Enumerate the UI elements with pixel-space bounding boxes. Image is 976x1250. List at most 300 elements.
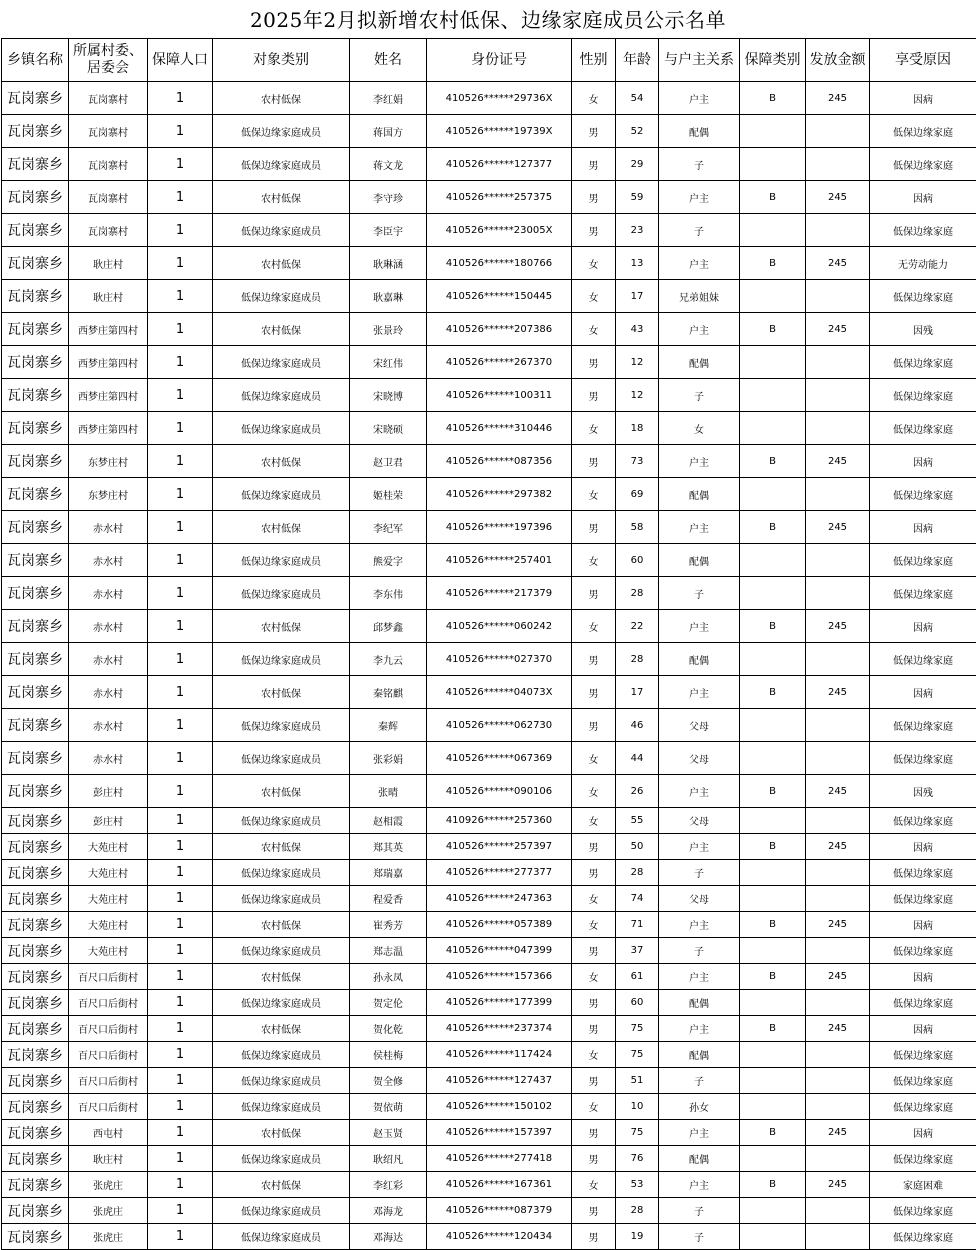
table-row bbox=[2, 676, 976, 709]
cell-reason: 因残 bbox=[870, 775, 976, 808]
cell-guarantee-type bbox=[740, 742, 806, 775]
cell-guarantee-type bbox=[740, 379, 806, 412]
cell-covered-population: 1 bbox=[148, 938, 213, 964]
cell-amount: 245 bbox=[806, 181, 870, 214]
cell-guarantee-type bbox=[740, 709, 806, 742]
table-row bbox=[2, 1198, 976, 1224]
cell-name: 郑其英 bbox=[350, 834, 427, 860]
cell-age: 76 bbox=[616, 1146, 659, 1172]
cell-town: 瓦岗寨乡 bbox=[2, 445, 69, 478]
cell-covered-population: 1 bbox=[148, 577, 213, 610]
cell-village: 赤水村 bbox=[69, 577, 148, 610]
cell-reason: 低保边缘家庭 bbox=[870, 148, 976, 181]
cell-relation: 户主 bbox=[659, 82, 740, 115]
table-row bbox=[2, 412, 976, 445]
cell-reason: 低保边缘家庭 bbox=[870, 1224, 976, 1250]
cell-name: 邓海龙 bbox=[350, 1198, 427, 1224]
cell-village: 百尺口后街村 bbox=[69, 990, 148, 1016]
cell-town: 瓦岗寨乡 bbox=[2, 860, 69, 886]
cell-category: 低保边缘家庭成员 bbox=[213, 1224, 350, 1250]
cell-covered-population: 1 bbox=[148, 1198, 213, 1224]
cell-gender: 男 bbox=[572, 148, 616, 181]
cell-age: 46 bbox=[616, 709, 659, 742]
cell-id-number: 410526******027370 bbox=[427, 643, 572, 676]
cell-gender: 男 bbox=[572, 1016, 616, 1042]
table-row bbox=[2, 544, 976, 577]
cell-guarantee-type bbox=[740, 478, 806, 511]
cell-category: 低保边缘家庭成员 bbox=[213, 1094, 350, 1120]
cell-name: 赵相霞 bbox=[350, 808, 427, 834]
cell-town: 瓦岗寨乡 bbox=[2, 181, 69, 214]
table-row bbox=[2, 912, 976, 938]
table-row bbox=[2, 115, 976, 148]
cell-reason: 低保边缘家庭 bbox=[870, 280, 976, 313]
cell-category: 农村低保 bbox=[213, 313, 350, 346]
cell-category: 农村低保 bbox=[213, 511, 350, 544]
cell-name: 李守珍 bbox=[350, 181, 427, 214]
cell-gender: 女 bbox=[572, 610, 616, 643]
cell-name: 贺定伦 bbox=[350, 990, 427, 1016]
cell-guarantee-type bbox=[740, 1198, 806, 1224]
header-guarantee-type: 保障类别 bbox=[740, 39, 806, 82]
header-reason: 享受原因 bbox=[870, 39, 976, 82]
cell-name: 蒋国方 bbox=[350, 115, 427, 148]
cell-relation: 户主 bbox=[659, 181, 740, 214]
cell-name: 邱梦鑫 bbox=[350, 610, 427, 643]
cell-reason: 低保边缘家庭 bbox=[870, 1198, 976, 1224]
cell-amount: 245 bbox=[806, 445, 870, 478]
cell-name: 宋晓博 bbox=[350, 379, 427, 412]
cell-reason: 因病 bbox=[870, 610, 976, 643]
cell-guarantee-type: B bbox=[740, 912, 806, 938]
cell-id-number: 410526******247363 bbox=[427, 886, 572, 912]
cell-town: 瓦岗寨乡 bbox=[2, 280, 69, 313]
cell-town: 瓦岗寨乡 bbox=[2, 148, 69, 181]
cell-age: 12 bbox=[616, 346, 659, 379]
cell-covered-population: 1 bbox=[148, 412, 213, 445]
header-amount: 发放金额 bbox=[806, 39, 870, 82]
cell-town: 瓦岗寨乡 bbox=[2, 610, 69, 643]
table-row bbox=[2, 742, 976, 775]
cell-amount bbox=[806, 1146, 870, 1172]
cell-reason: 因病 bbox=[870, 676, 976, 709]
cell-gender: 女 bbox=[572, 247, 616, 280]
cell-amount bbox=[806, 115, 870, 148]
header-id-number: 身份证号 bbox=[427, 39, 572, 82]
cell-town: 瓦岗寨乡 bbox=[2, 313, 69, 346]
cell-reason: 低保边缘家庭 bbox=[870, 478, 976, 511]
cell-category: 农村低保 bbox=[213, 912, 350, 938]
cell-id-number: 410526******29736X bbox=[427, 82, 572, 115]
cell-age: 44 bbox=[616, 742, 659, 775]
cell-reason: 家庭困难 bbox=[870, 1172, 976, 1198]
cell-id-number: 410526******060242 bbox=[427, 610, 572, 643]
cell-guarantee-type bbox=[740, 990, 806, 1016]
cell-amount: 245 bbox=[806, 1016, 870, 1042]
table-row bbox=[2, 886, 976, 912]
cell-town: 瓦岗寨乡 bbox=[2, 1146, 69, 1172]
header-covered-population: 保障人口 bbox=[148, 39, 213, 82]
cell-relation: 子 bbox=[659, 148, 740, 181]
cell-covered-population: 1 bbox=[148, 1042, 213, 1068]
cell-gender: 男 bbox=[572, 1068, 616, 1094]
cell-amount: 245 bbox=[806, 775, 870, 808]
cell-id-number: 410526******047399 bbox=[427, 938, 572, 964]
cell-guarantee-type bbox=[740, 808, 806, 834]
cell-amount: 245 bbox=[806, 834, 870, 860]
cell-amount bbox=[806, 1198, 870, 1224]
cell-village: 西梦庄第四村 bbox=[69, 313, 148, 346]
cell-town: 瓦岗寨乡 bbox=[2, 1172, 69, 1198]
cell-amount bbox=[806, 886, 870, 912]
cell-amount: 245 bbox=[806, 1120, 870, 1146]
cell-town: 瓦岗寨乡 bbox=[2, 938, 69, 964]
cell-gender: 女 bbox=[572, 280, 616, 313]
cell-age: 61 bbox=[616, 964, 659, 990]
cell-category: 低保边缘家庭成员 bbox=[213, 577, 350, 610]
cell-id-number: 410526******100311 bbox=[427, 379, 572, 412]
cell-town: 瓦岗寨乡 bbox=[2, 1094, 69, 1120]
cell-covered-population: 1 bbox=[148, 511, 213, 544]
cell-category: 低保边缘家庭成员 bbox=[213, 709, 350, 742]
cell-village: 西屯村 bbox=[69, 1120, 148, 1146]
cell-age: 75 bbox=[616, 1016, 659, 1042]
cell-id-number: 410526******297382 bbox=[427, 478, 572, 511]
table-row bbox=[2, 1120, 976, 1146]
cell-gender: 女 bbox=[572, 1042, 616, 1068]
cell-relation: 女 bbox=[659, 412, 740, 445]
cell-category: 农村低保 bbox=[213, 610, 350, 643]
cell-relation: 户主 bbox=[659, 511, 740, 544]
cell-covered-population: 1 bbox=[148, 808, 213, 834]
cell-village: 耿庄村 bbox=[69, 280, 148, 313]
cell-village: 赤水村 bbox=[69, 709, 148, 742]
cell-reason: 低保边缘家庭 bbox=[870, 1042, 976, 1068]
cell-age: 43 bbox=[616, 313, 659, 346]
cell-village: 耿庄村 bbox=[69, 1146, 148, 1172]
cell-id-number: 410526******237374 bbox=[427, 1016, 572, 1042]
table-row bbox=[2, 1146, 976, 1172]
cell-category: 农村低保 bbox=[213, 1172, 350, 1198]
cell-guarantee-type: B bbox=[740, 181, 806, 214]
cell-covered-population: 1 bbox=[148, 280, 213, 313]
header-town: 乡镇名称 bbox=[2, 39, 69, 82]
cell-gender: 男 bbox=[572, 379, 616, 412]
header-name: 姓名 bbox=[350, 39, 427, 82]
cell-category: 农村低保 bbox=[213, 445, 350, 478]
cell-id-number: 410526******120434 bbox=[427, 1224, 572, 1250]
cell-relation: 孙女 bbox=[659, 1094, 740, 1120]
table-row bbox=[2, 148, 976, 181]
cell-id-number: 410526******177399 bbox=[427, 990, 572, 1016]
cell-name: 耿绍凡 bbox=[350, 1146, 427, 1172]
cell-reason: 因病 bbox=[870, 834, 976, 860]
cell-relation: 户主 bbox=[659, 775, 740, 808]
cell-id-number: 410526******257397 bbox=[427, 834, 572, 860]
cell-category: 低保边缘家庭成员 bbox=[213, 643, 350, 676]
cell-town: 瓦岗寨乡 bbox=[2, 912, 69, 938]
cell-name: 秦铭麒 bbox=[350, 676, 427, 709]
cell-relation: 户主 bbox=[659, 1016, 740, 1042]
table-row bbox=[2, 214, 976, 247]
cell-age: 59 bbox=[616, 181, 659, 214]
cell-village: 赤水村 bbox=[69, 742, 148, 775]
cell-town: 瓦岗寨乡 bbox=[2, 544, 69, 577]
cell-covered-population: 1 bbox=[148, 313, 213, 346]
cell-id-number: 410526******157397 bbox=[427, 1120, 572, 1146]
cell-gender: 男 bbox=[572, 860, 616, 886]
cell-name: 崔秀芳 bbox=[350, 912, 427, 938]
cell-reason: 低保边缘家庭 bbox=[870, 990, 976, 1016]
cell-covered-population: 1 bbox=[148, 544, 213, 577]
cell-id-number: 410526******062730 bbox=[427, 709, 572, 742]
cell-id-number: 410526******257401 bbox=[427, 544, 572, 577]
cell-amount: 245 bbox=[806, 912, 870, 938]
cell-reason: 因病 bbox=[870, 1120, 976, 1146]
cell-gender: 男 bbox=[572, 1198, 616, 1224]
cell-id-number: 410526******057389 bbox=[427, 912, 572, 938]
cell-covered-population: 1 bbox=[148, 610, 213, 643]
cell-village: 西梦庄第四村 bbox=[69, 412, 148, 445]
cell-category: 低保边缘家庭成员 bbox=[213, 478, 350, 511]
cell-age: 26 bbox=[616, 775, 659, 808]
cell-name: 张景玲 bbox=[350, 313, 427, 346]
cell-covered-population: 1 bbox=[148, 1016, 213, 1042]
cell-category: 低保边缘家庭成员 bbox=[213, 1042, 350, 1068]
cell-guarantee-type bbox=[740, 280, 806, 313]
cell-name: 贺全修 bbox=[350, 1068, 427, 1094]
cell-id-number: 410526******127377 bbox=[427, 148, 572, 181]
cell-covered-population: 1 bbox=[148, 1120, 213, 1146]
cell-guarantee-type bbox=[740, 1068, 806, 1094]
cell-town: 瓦岗寨乡 bbox=[2, 214, 69, 247]
cell-age: 19 bbox=[616, 1224, 659, 1250]
cell-guarantee-type bbox=[740, 860, 806, 886]
cell-age: 17 bbox=[616, 280, 659, 313]
cell-category: 农村低保 bbox=[213, 181, 350, 214]
cell-reason: 低保边缘家庭 bbox=[870, 886, 976, 912]
table-row bbox=[2, 808, 976, 834]
cell-age: 73 bbox=[616, 445, 659, 478]
cell-age: 23 bbox=[616, 214, 659, 247]
cell-town: 瓦岗寨乡 bbox=[2, 1224, 69, 1250]
cell-reason: 低保边缘家庭 bbox=[870, 742, 976, 775]
cell-town: 瓦岗寨乡 bbox=[2, 886, 69, 912]
cell-town: 瓦岗寨乡 bbox=[2, 379, 69, 412]
cell-covered-population: 1 bbox=[148, 478, 213, 511]
table-row bbox=[2, 1068, 976, 1094]
cell-age: 12 bbox=[616, 379, 659, 412]
cell-town: 瓦岗寨乡 bbox=[2, 82, 69, 115]
cell-town: 瓦岗寨乡 bbox=[2, 834, 69, 860]
cell-age: 17 bbox=[616, 676, 659, 709]
cell-guarantee-type: B bbox=[740, 964, 806, 990]
cell-gender: 女 bbox=[572, 412, 616, 445]
cell-gender: 男 bbox=[572, 115, 616, 148]
cell-reason: 低保边缘家庭 bbox=[870, 938, 976, 964]
cell-covered-population: 1 bbox=[148, 181, 213, 214]
cell-covered-population: 1 bbox=[148, 1172, 213, 1198]
cell-village: 百尺口后街村 bbox=[69, 964, 148, 990]
cell-reason: 低保边缘家庭 bbox=[870, 544, 976, 577]
cell-village: 大苑庄村 bbox=[69, 860, 148, 886]
cell-age: 37 bbox=[616, 938, 659, 964]
table-row bbox=[2, 1094, 976, 1120]
cell-category: 低保边缘家庭成员 bbox=[213, 412, 350, 445]
cell-relation: 父母 bbox=[659, 742, 740, 775]
cell-gender: 男 bbox=[572, 445, 616, 478]
cell-relation: 户主 bbox=[659, 1172, 740, 1198]
cell-name: 秦辉 bbox=[350, 709, 427, 742]
cell-reason: 低保边缘家庭 bbox=[870, 709, 976, 742]
cell-covered-population: 1 bbox=[148, 775, 213, 808]
cell-covered-population: 1 bbox=[148, 1094, 213, 1120]
cell-amount: 245 bbox=[806, 1172, 870, 1198]
cell-relation: 子 bbox=[659, 1198, 740, 1224]
table-row bbox=[2, 775, 976, 808]
cell-category: 农村低保 bbox=[213, 1120, 350, 1146]
cell-age: 58 bbox=[616, 511, 659, 544]
cell-gender: 女 bbox=[572, 912, 616, 938]
table-row bbox=[2, 511, 976, 544]
cell-relation: 父母 bbox=[659, 886, 740, 912]
cell-village: 瓦岗寨村 bbox=[69, 82, 148, 115]
cell-age: 75 bbox=[616, 1042, 659, 1068]
cell-amount bbox=[806, 860, 870, 886]
cell-reason: 因病 bbox=[870, 964, 976, 990]
cell-relation: 配偶 bbox=[659, 115, 740, 148]
cell-id-number: 410526******127437 bbox=[427, 1068, 572, 1094]
cell-id-number: 410526******217379 bbox=[427, 577, 572, 610]
cell-gender: 女 bbox=[572, 886, 616, 912]
cell-id-number: 410526******277418 bbox=[427, 1146, 572, 1172]
cell-covered-population: 1 bbox=[148, 643, 213, 676]
cell-id-number: 410526******067369 bbox=[427, 742, 572, 775]
cell-gender: 男 bbox=[572, 709, 616, 742]
cell-covered-population: 1 bbox=[148, 676, 213, 709]
table-row bbox=[2, 346, 976, 379]
cell-gender: 男 bbox=[572, 577, 616, 610]
cell-town: 瓦岗寨乡 bbox=[2, 577, 69, 610]
cell-reason: 因残 bbox=[870, 313, 976, 346]
cell-reason: 因病 bbox=[870, 82, 976, 115]
header-gender: 性别 bbox=[572, 39, 616, 82]
cell-relation: 子 bbox=[659, 1224, 740, 1250]
cell-id-number: 410526******257375 bbox=[427, 181, 572, 214]
cell-category: 低保边缘家庭成员 bbox=[213, 938, 350, 964]
cell-covered-population: 1 bbox=[148, 990, 213, 1016]
cell-amount: 245 bbox=[806, 313, 870, 346]
cell-guarantee-type bbox=[740, 1094, 806, 1120]
cell-guarantee-type: B bbox=[740, 1016, 806, 1042]
cell-gender: 女 bbox=[572, 544, 616, 577]
cell-village: 耿庄村 bbox=[69, 247, 148, 280]
cell-category: 低保边缘家庭成员 bbox=[213, 214, 350, 247]
cell-village: 百尺口后街村 bbox=[69, 1016, 148, 1042]
cell-amount bbox=[806, 379, 870, 412]
cell-id-number: 410526******150102 bbox=[427, 1094, 572, 1120]
cell-id-number: 410526******087379 bbox=[427, 1198, 572, 1224]
cell-name: 程爱香 bbox=[350, 886, 427, 912]
cell-village: 彭庄村 bbox=[69, 808, 148, 834]
cell-reason: 低保边缘家庭 bbox=[870, 379, 976, 412]
cell-category: 低保边缘家庭成员 bbox=[213, 379, 350, 412]
cell-gender: 男 bbox=[572, 214, 616, 247]
cell-amount bbox=[806, 544, 870, 577]
cell-guarantee-type bbox=[740, 1042, 806, 1068]
cell-amount bbox=[806, 1224, 870, 1250]
cell-town: 瓦岗寨乡 bbox=[2, 808, 69, 834]
cell-amount bbox=[806, 148, 870, 181]
cell-name: 熊爱字 bbox=[350, 544, 427, 577]
cell-age: 53 bbox=[616, 1172, 659, 1198]
cell-amount bbox=[806, 577, 870, 610]
cell-reason: 低保边缘家庭 bbox=[870, 1094, 976, 1120]
cell-guarantee-type: B bbox=[740, 445, 806, 478]
table-row bbox=[2, 834, 976, 860]
cell-covered-population: 1 bbox=[148, 379, 213, 412]
cell-relation: 子 bbox=[659, 214, 740, 247]
cell-relation: 户主 bbox=[659, 912, 740, 938]
cell-guarantee-type: B bbox=[740, 676, 806, 709]
cell-village: 东梦庄村 bbox=[69, 445, 148, 478]
cell-village: 张虎庄 bbox=[69, 1172, 148, 1198]
cell-gender: 男 bbox=[572, 676, 616, 709]
cell-gender: 女 bbox=[572, 1094, 616, 1120]
cell-category: 农村低保 bbox=[213, 964, 350, 990]
cell-gender: 男 bbox=[572, 1146, 616, 1172]
cell-gender: 女 bbox=[572, 742, 616, 775]
cell-relation: 户主 bbox=[659, 247, 740, 280]
cell-name: 孙永凤 bbox=[350, 964, 427, 990]
cell-village: 赤水村 bbox=[69, 643, 148, 676]
cell-amount bbox=[806, 742, 870, 775]
cell-relation: 配偶 bbox=[659, 1042, 740, 1068]
cell-gender: 女 bbox=[572, 808, 616, 834]
cell-relation: 配偶 bbox=[659, 544, 740, 577]
cell-relation: 配偶 bbox=[659, 990, 740, 1016]
cell-id-number: 410526******267370 bbox=[427, 346, 572, 379]
cell-category: 低保边缘家庭成员 bbox=[213, 148, 350, 181]
cell-town: 瓦岗寨乡 bbox=[2, 676, 69, 709]
cell-amount: 245 bbox=[806, 964, 870, 990]
cell-relation: 子 bbox=[659, 577, 740, 610]
cell-reason: 因病 bbox=[870, 181, 976, 214]
cell-guarantee-type bbox=[740, 115, 806, 148]
cell-gender: 女 bbox=[572, 313, 616, 346]
table-row bbox=[2, 577, 976, 610]
cell-relation: 户主 bbox=[659, 313, 740, 346]
page-title: 2025年2月拟新增农村低保、边缘家庭成员公示名单 bbox=[0, 0, 976, 38]
cell-town: 瓦岗寨乡 bbox=[2, 1068, 69, 1094]
cell-village: 赤水村 bbox=[69, 511, 148, 544]
cell-covered-population: 1 bbox=[148, 742, 213, 775]
cell-amount: 245 bbox=[806, 511, 870, 544]
cell-category: 低保边缘家庭成员 bbox=[213, 742, 350, 775]
cell-guarantee-type bbox=[740, 1224, 806, 1250]
cell-gender: 女 bbox=[572, 1172, 616, 1198]
cell-amount bbox=[806, 643, 870, 676]
table-row bbox=[2, 313, 976, 346]
cell-category: 低保边缘家庭成员 bbox=[213, 886, 350, 912]
cell-relation: 父母 bbox=[659, 808, 740, 834]
cell-age: 22 bbox=[616, 610, 659, 643]
table-row bbox=[2, 709, 976, 742]
cell-id-number: 410926******257360 bbox=[427, 808, 572, 834]
cell-town: 瓦岗寨乡 bbox=[2, 1016, 69, 1042]
cell-relation: 户主 bbox=[659, 834, 740, 860]
cell-reason: 无劳动能力 bbox=[870, 247, 976, 280]
